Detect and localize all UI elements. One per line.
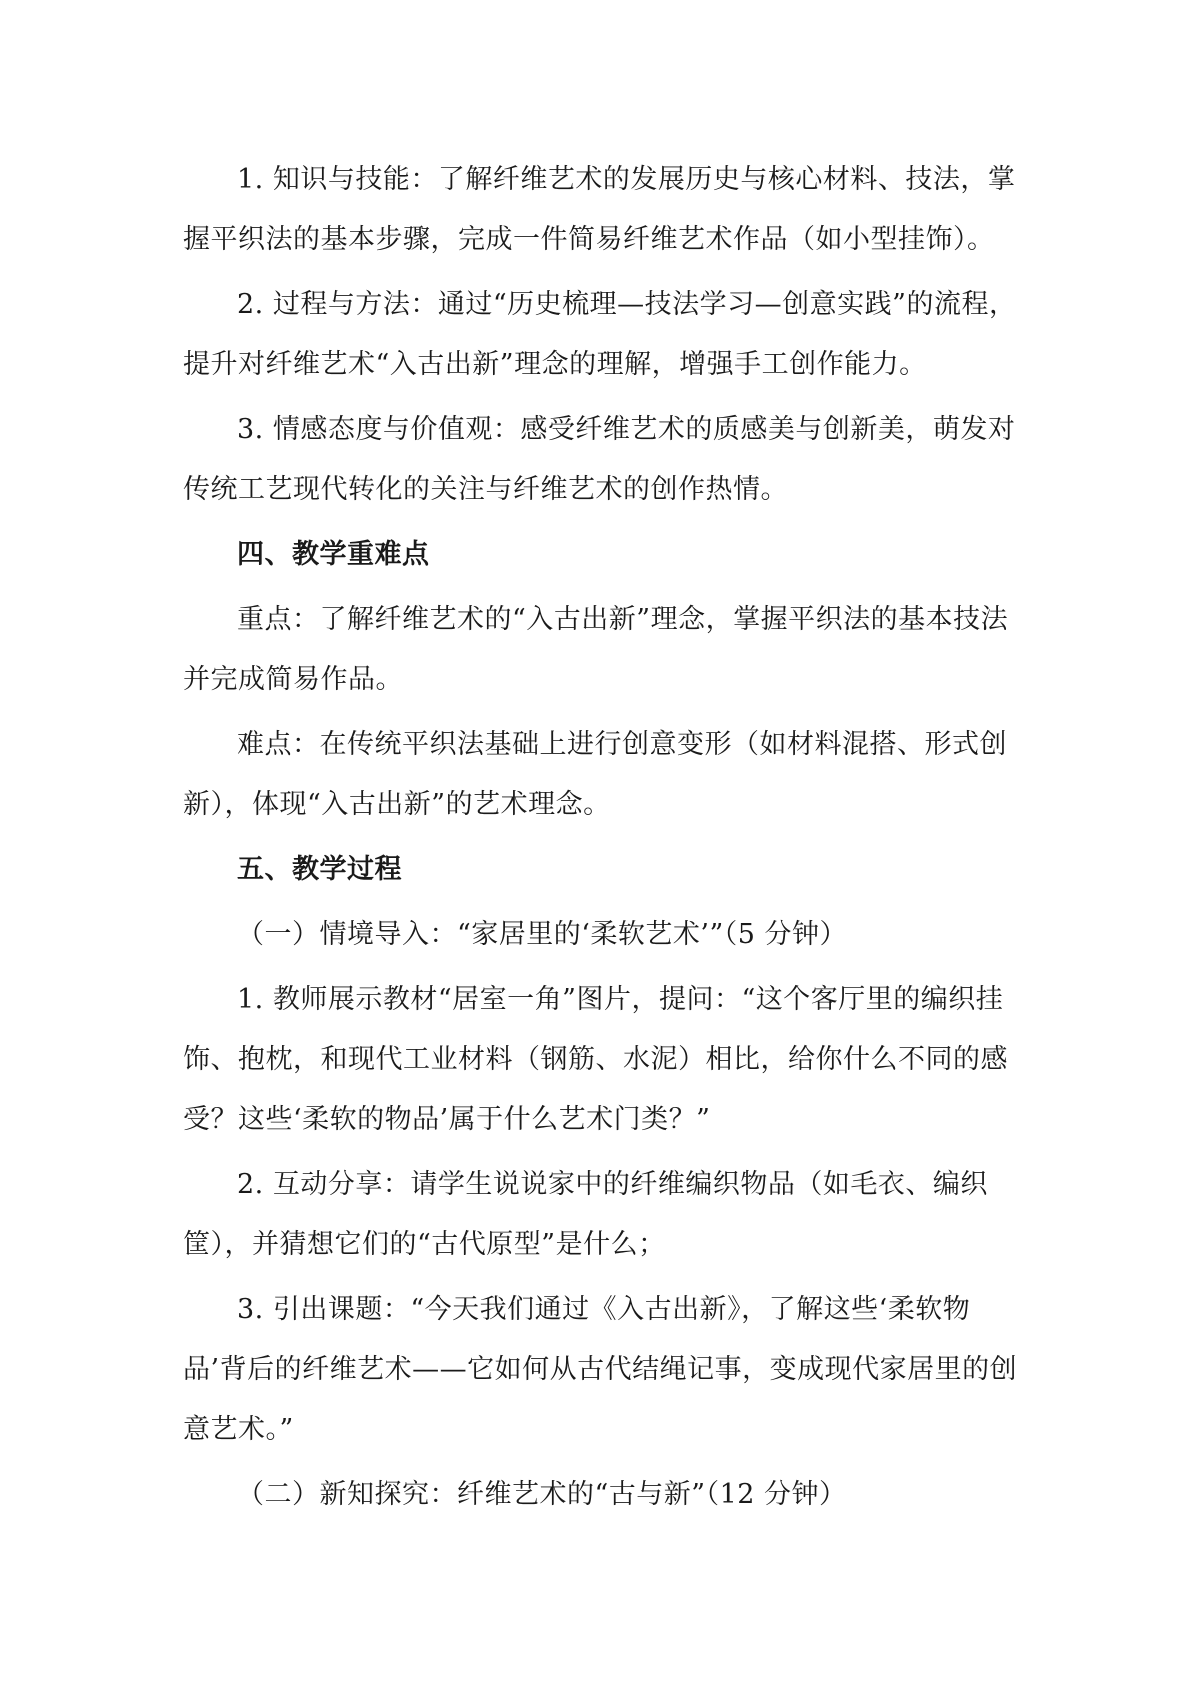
objective-emotion-values: 3. 情感态度与价值观：感受纤维艺术的质感美与创新美，萌发对传统工艺现代转化的关注与纤维艺术的创作热情。 [183, 414, 1016, 505]
objective-process-methods: 2. 过程与方法：通过“历史梳理—技法学习—创意实践”的流程，提升对纤维艺术“入古出新”理念的理解，增强手工创作能力。 [183, 289, 1017, 380]
subsection-new-knowledge: （二）新知探究：纤维艺术的“古与新”（12 分钟） [237, 1479, 847, 1510]
objective-knowledge-skills: 1. 知识与技能：了解纤维艺术的发展历史与核心材料、技法，掌握平织法的基本步骤，完成一件简易纤维艺术作品（如小型挂饰）。 [183, 164, 1016, 255]
key-point-paragraph: 重点：了解纤维艺术的“入古出新”理念，掌握平织法的基本技法并完成简易作品。 [183, 604, 1009, 695]
document-body [183, 150, 1021, 1530]
intro-step-1: 1. 教师展示教材“居室一角”图片，提问：“这个客厅里的编织挂饰、抱枕，和现代工业材料（钢筋、水泥）相比，给你什么不同的感受？这些‘柔软的物品’属于什么艺术门类？” [183, 984, 1008, 1135]
difficult-point-paragraph: 难点：在传统平织法基础上进行创意变形（如材料混搭、形式创新），体现“入古出新”的艺术理念。 [183, 729, 1007, 820]
section-heading-key-points: 四、教学重难点 [237, 539, 430, 570]
subsection-introduction: （一）情境导入：“家居里的‘柔软艺术’”（5 分钟） [237, 919, 848, 950]
intro-step-3: 3. 引出课题：“今天我们通过《入古出新》，了解这些‘柔软物品’背后的纤维艺术——它如何从古代结绳记事，变成现代家居里的创意艺术。” [183, 1294, 1018, 1445]
section-heading-teaching-process: 五、教学过程 [237, 854, 402, 885]
intro-step-2: 2. 互动分享：请学生说说家中的纤维编织物品（如毛衣、编织筐），并猜想它们的“古代原型”是什么； [183, 1169, 988, 1260]
